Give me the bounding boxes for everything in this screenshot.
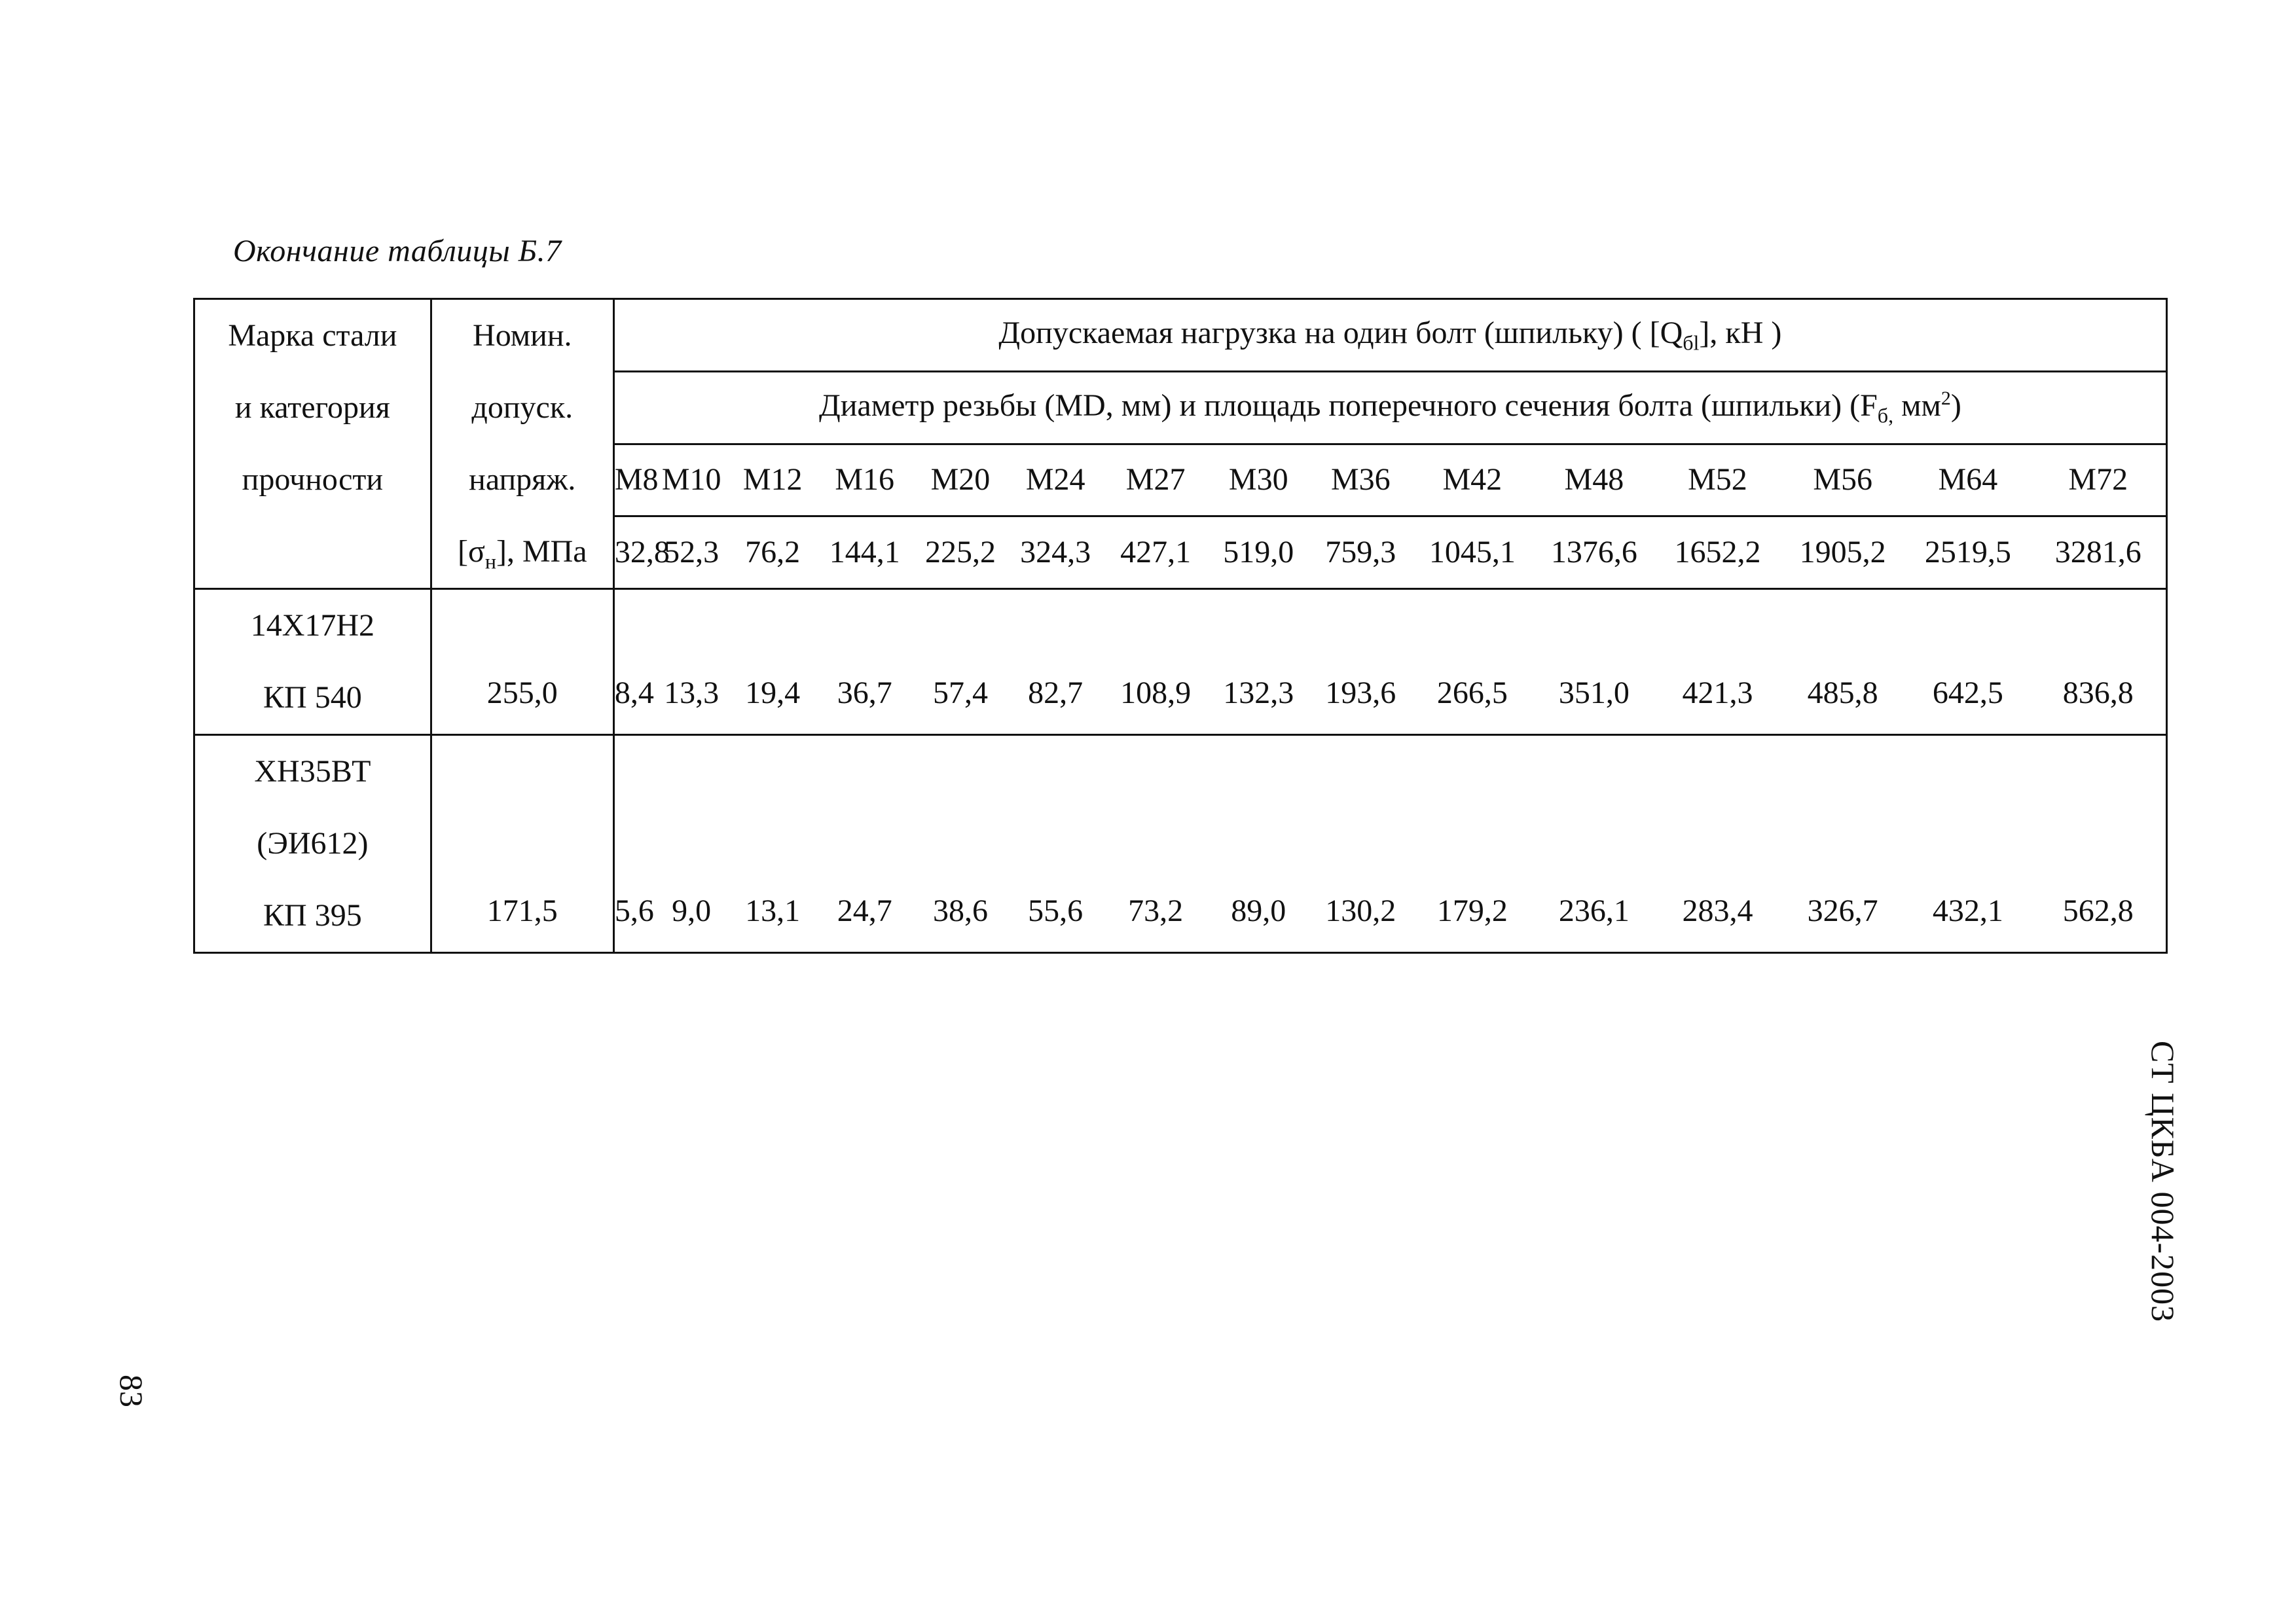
load-value-cell: 130,2 <box>1310 735 1412 953</box>
thread-size-cell: M10 <box>653 444 730 516</box>
thread-size-cell: M36 <box>1310 444 1412 516</box>
area-cell: 52,3 <box>653 516 730 589</box>
thread-size-cell: M56 <box>1780 444 1905 516</box>
load-value-cell: 836,8 <box>2030 589 2166 735</box>
load-value-cell: 73,2 <box>1104 735 1207 953</box>
load-value-cell: 82,7 <box>1007 589 1104 735</box>
area-cell: 225,2 <box>914 516 1007 589</box>
load-value-cell: 351,0 <box>1533 589 1655 735</box>
thread-size-cell: M24 <box>1007 444 1104 516</box>
load-value-cell: 19,4 <box>730 589 815 735</box>
area-cell: 1376,6 <box>1533 516 1655 589</box>
grade-header: Марка стали и категория прочности <box>194 299 431 589</box>
thread-size-cell: M16 <box>815 444 914 516</box>
load-value-cell: 432,1 <box>1905 735 2030 953</box>
document-code: СТ ЦКБА 004-2003 <box>2145 1041 2181 1323</box>
load-value-cell: 9,0 <box>653 735 730 953</box>
diameter-header: Диаметр резьбы (MD, мм) и площадь поперечного сечения болта (шпильки) ($F_{б,}$ $мм^2$) <box>613 371 2166 444</box>
load-value-cell: 236,1 <box>1533 735 1655 953</box>
page-number: 83 <box>113 1375 150 1407</box>
thread-size-cell: M64 <box>1905 444 2030 516</box>
load-value-cell: 89,0 <box>1207 735 1310 953</box>
steel-grade-cell: 14Х17Н2 КП 540 <box>194 589 431 735</box>
area-cell: 1045,1 <box>1412 516 1533 589</box>
area-cell: 3281,6 <box>2030 516 2166 589</box>
load-value-cell: 108,9 <box>1104 589 1207 735</box>
area-cell: 1905,2 <box>1780 516 1905 589</box>
allowable-stress-cell: 255,0 <box>431 589 613 735</box>
area-cell: 32,8 <box>613 516 653 589</box>
bolt-load-table <box>193 298 2168 954</box>
allowable-stress-cell: 171,5 <box>431 735 613 953</box>
load-value-cell: 13,3 <box>653 589 730 735</box>
load-value-cell: 193,6 <box>1310 589 1412 735</box>
area-cell: 1652,2 <box>1655 516 1780 589</box>
stress-header: Номин. допуск. напряж. $[\sigma_н]$, МПа <box>431 299 613 589</box>
load-value-cell: 326,7 <box>1780 735 1905 953</box>
area-cell: 144,1 <box>815 516 914 589</box>
load-value-cell: 55,6 <box>1007 735 1104 953</box>
table-row <box>194 589 2167 735</box>
load-value-cell: 36,7 <box>815 589 914 735</box>
load-value-cell: 179,2 <box>1412 735 1533 953</box>
load-value-cell: 24,7 <box>815 735 914 953</box>
thread-size-cell: M12 <box>730 444 815 516</box>
thread-size-cell: M8 <box>613 444 653 516</box>
area-cell: 2519,5 <box>1905 516 2030 589</box>
area-cell: 427,1 <box>1104 516 1207 589</box>
area-cell: 76,2 <box>730 516 815 589</box>
thread-size-cell: M42 <box>1412 444 1533 516</box>
thread-size-cell: M27 <box>1104 444 1207 516</box>
table-row <box>194 735 2167 953</box>
load-value-cell: 421,3 <box>1655 589 1780 735</box>
load-value-cell: 57,4 <box>914 589 1007 735</box>
load-value-cell: 5,6 <box>613 735 653 953</box>
load-value-cell: 485,8 <box>1780 589 1905 735</box>
load-value-cell: 8,4 <box>613 589 653 735</box>
load-header: Допускаемая нагрузка на один болт (шпильку) ( $[Q_{бl}]$, кН ) <box>613 299 2166 372</box>
thread-size-cell: M20 <box>914 444 1007 516</box>
load-value-cell: 13,1 <box>730 735 815 953</box>
thread-size-cell: M72 <box>2030 444 2166 516</box>
load-value-cell: 562,8 <box>2030 735 2166 953</box>
steel-grade-cell: ХН35ВТ (ЭИ612) КП 395 <box>194 735 431 953</box>
area-cell: 759,3 <box>1310 516 1412 589</box>
area-cell: 324,3 <box>1007 516 1104 589</box>
thread-size-cell: M30 <box>1207 444 1310 516</box>
table-caption: Окончание таблицы Б.7 <box>233 234 562 268</box>
area-cell: 519,0 <box>1207 516 1310 589</box>
load-value-cell: 266,5 <box>1412 589 1533 735</box>
load-value-cell: 283,4 <box>1655 735 1780 953</box>
load-value-cell: 38,6 <box>914 735 1007 953</box>
load-value-cell: 642,5 <box>1905 589 2030 735</box>
load-value-cell: 132,3 <box>1207 589 1310 735</box>
thread-size-cell: M48 <box>1533 444 1655 516</box>
thread-size-cell: M52 <box>1655 444 1780 516</box>
